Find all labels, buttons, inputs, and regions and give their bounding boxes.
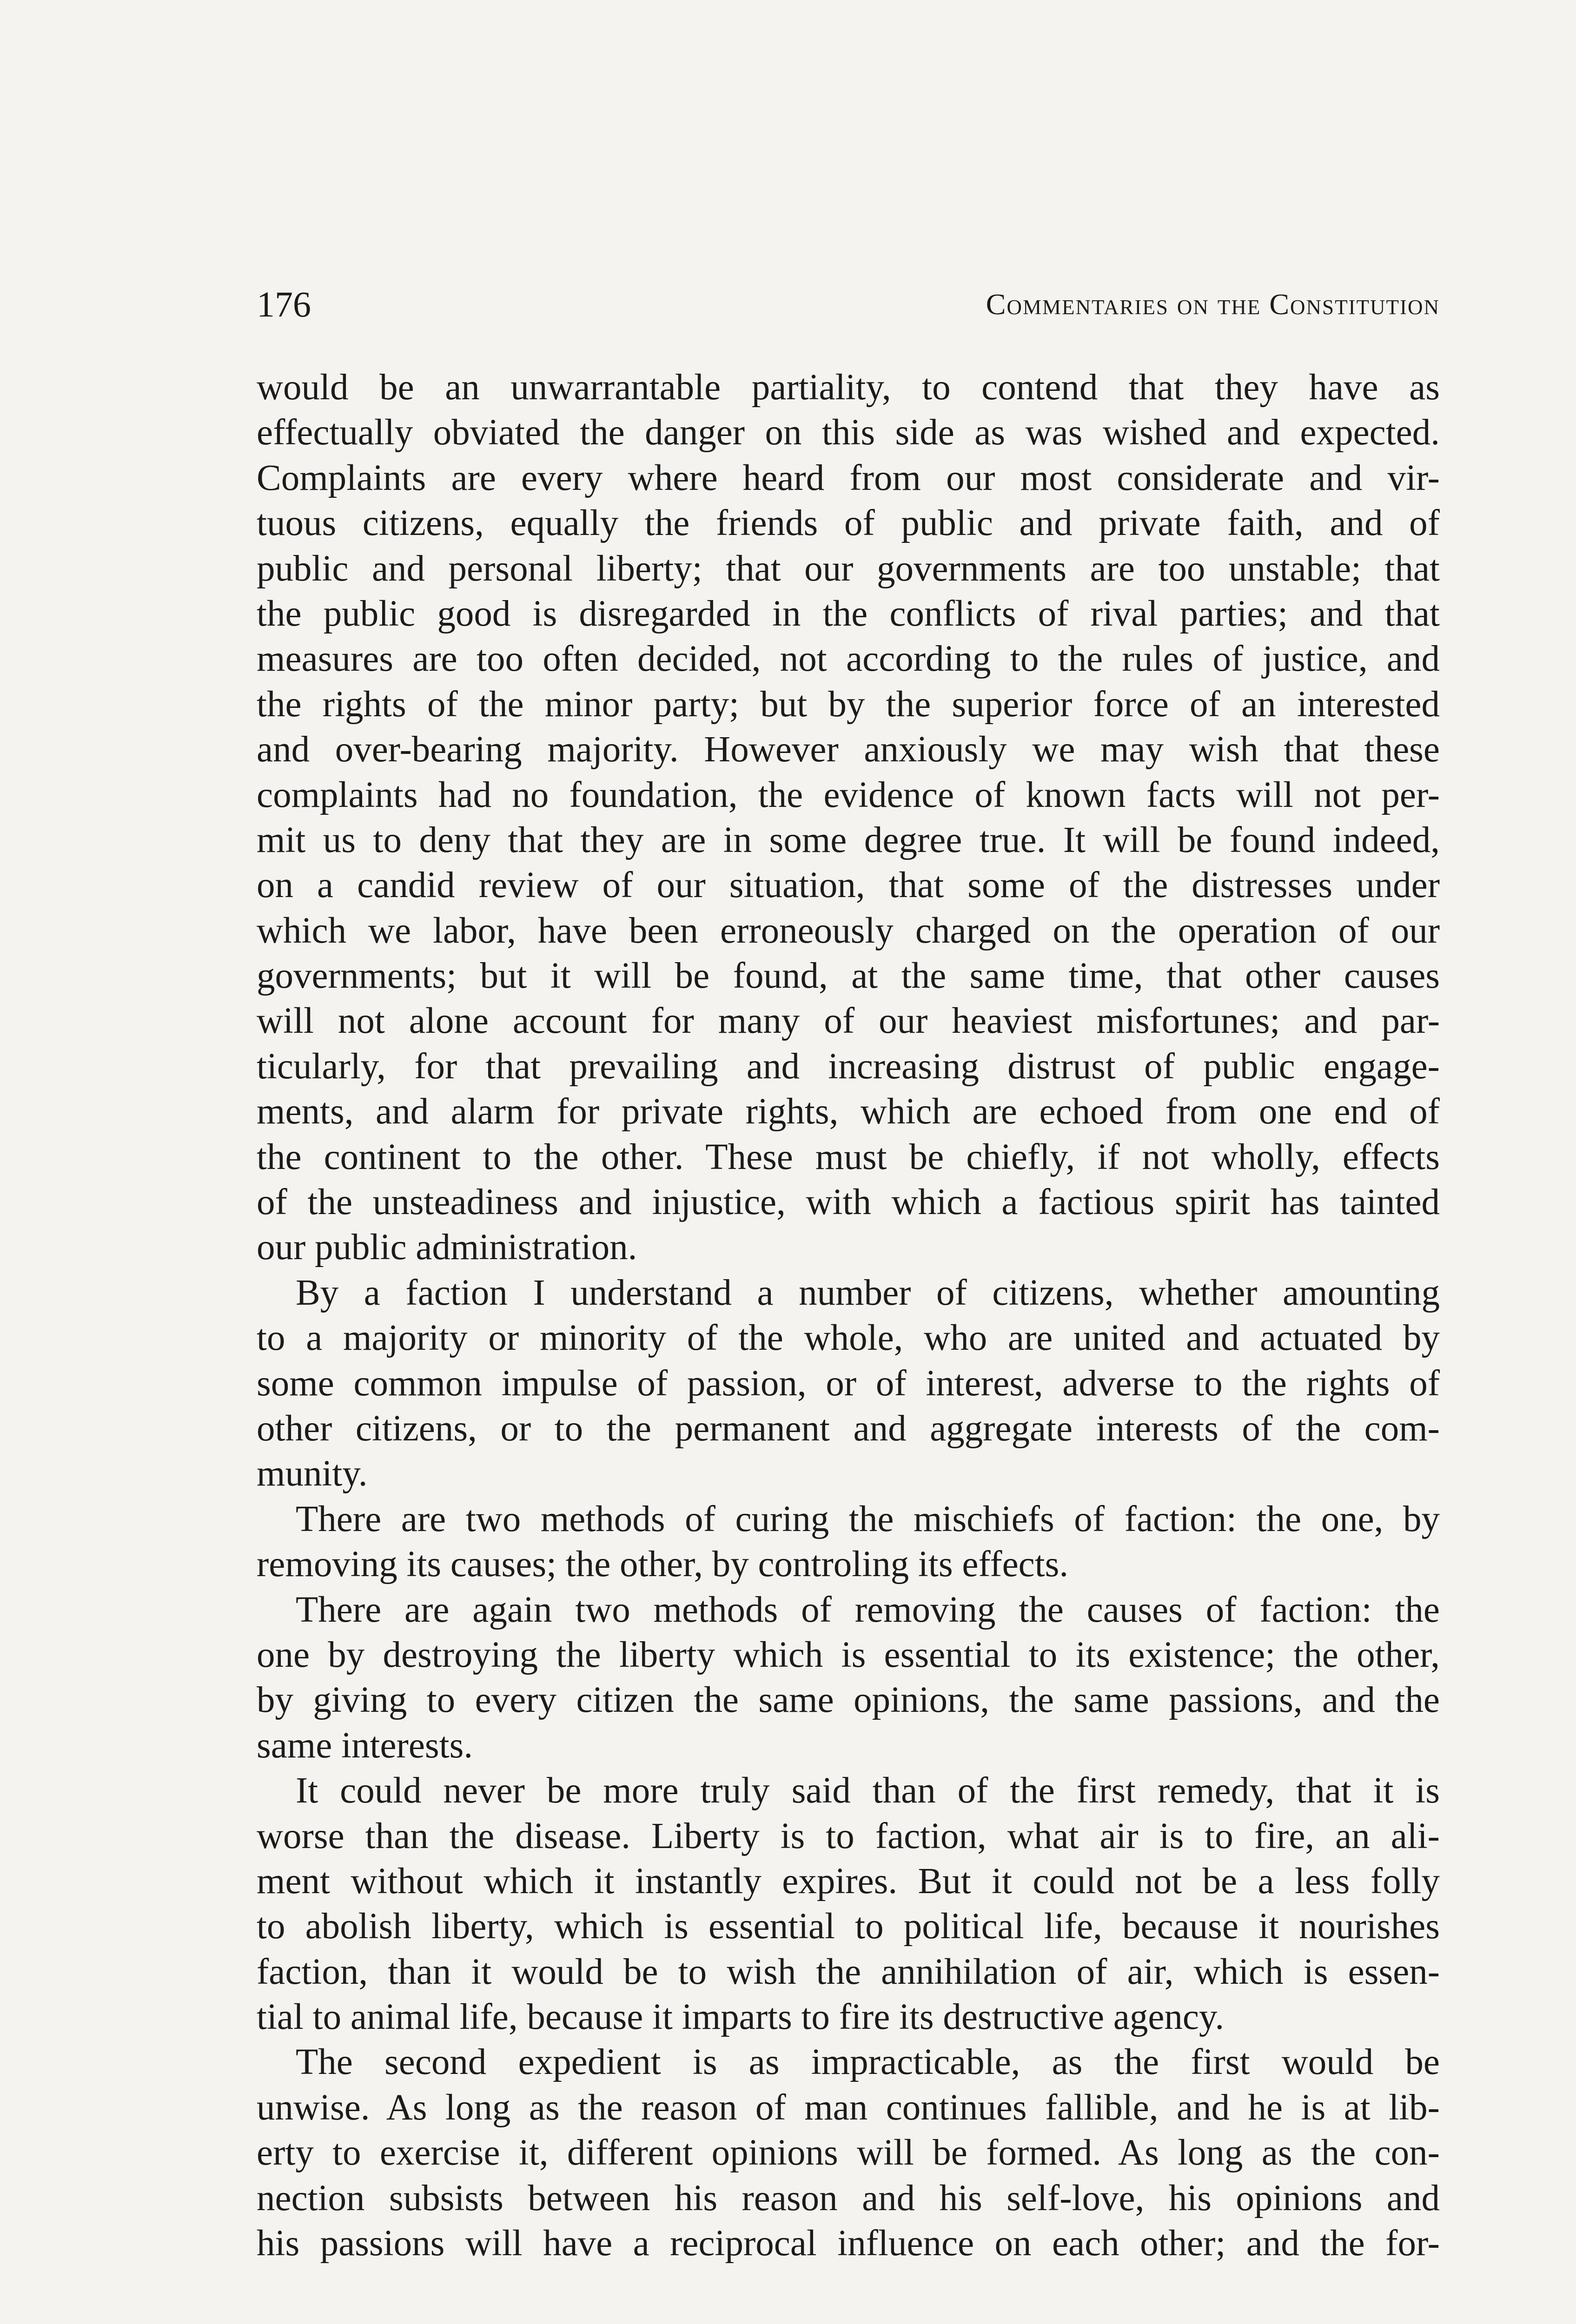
text-line: complaints had no foundation, the evidence of known facts will not per- <box>257 774 1440 815</box>
text-line: would be an unwarrantable partiality, to contend that they have as <box>257 367 1440 408</box>
text-line: on a candid review of our situation, that some of the distresses under <box>257 865 1440 906</box>
running-title: Commentaries on the Constitution <box>986 288 1440 321</box>
text-line: By a faction I understand a number of citizens, whether amounting <box>296 1272 1440 1313</box>
text-line: public and personal liberty; that our governments are too unstable; that <box>257 548 1440 589</box>
page-number: 176 <box>257 284 311 324</box>
text-line: other citizens, or to the permanent and aggregate interests of the com- <box>257 1408 1440 1449</box>
text-line: It could never be more truly said than of the first remedy, that it is <box>296 1770 1440 1811</box>
running-head <box>257 279 1440 330</box>
text-line: unwise. As long as the reason of man continues fallible, and he is at lib- <box>257 2087 1440 2128</box>
body-text <box>257 365 1440 2266</box>
text-line: one by destroying the liberty which is essential to its existence; the other, <box>257 1634 1440 1675</box>
text-line: There are again two methods of removing the causes of faction: the <box>296 1589 1440 1630</box>
text-line: will not alone account for many of our heaviest misfortunes; and par- <box>257 1001 1440 1042</box>
text-line: ments, and alarm for private rights, which are echoed from one end of <box>257 1091 1440 1132</box>
text-line: measures are too often decided, not according to the rules of justice, and <box>257 639 1440 680</box>
text-line: ticularly, for that prevailing and increasing distrust of public engage- <box>257 1046 1440 1087</box>
paragraph <box>257 1587 1440 1769</box>
text-line: the public good is disregarded in the conflicts of rival parties; and that <box>257 593 1440 634</box>
text-line: tial to animal life, because it imparts to fire its destructive agency. <box>257 1997 1225 2038</box>
text-line: erty to exercise it, different opinions will be formed. As long as the con- <box>257 2133 1440 2173</box>
text-line: The second expedient is as impracticable, as the first would be <box>296 2042 1440 2083</box>
paragraph <box>257 2040 1440 2266</box>
text-line: his passions will have a reciprocal influence on each other; and the for- <box>257 2223 1440 2264</box>
text-line: tuous citizens, equally the friends of public and private faith, and of <box>257 503 1440 544</box>
paragraph <box>257 1768 1440 2040</box>
paragraph <box>257 1497 1440 1587</box>
text-line: faction, than it would be to wish the annihilation of air, which is essen- <box>257 1951 1440 1992</box>
text-line: mit us to deny that they are in some degree true. It will be found indeed, <box>257 819 1440 860</box>
text-line: ment without which it instantly expires. But it could not be a less folly <box>257 1861 1440 1901</box>
paragraph <box>257 365 1440 1270</box>
text-line: and over-bearing majority. However anxiously we may wish that these <box>257 729 1440 770</box>
text-line: effectually obviated the danger on this side as was wished and expected. <box>257 412 1440 453</box>
paragraph <box>257 1270 1440 1497</box>
text-line: by giving to every citizen the same opinions, the same passions, and the <box>257 1680 1440 1721</box>
text-line: which we labor, have been erroneously charged on the operation of our <box>257 910 1440 951</box>
text-line: removing its causes; the other, by controling its effects. <box>257 1544 1069 1585</box>
text-line: nection subsists between his reason and his self-love, his opinions and <box>257 2178 1440 2218</box>
text-line: same interests. <box>257 1725 473 1766</box>
text-line: some common impulse of passion, or of interest, adverse to the rights of <box>257 1363 1440 1404</box>
text-line: our public administration. <box>257 1227 637 1268</box>
text-line: munity. <box>257 1453 368 1494</box>
text-line: Complaints are every where heard from our most considerate and vir- <box>257 457 1440 498</box>
text-line: the continent to the other. These must be chiefly, if not wholly, effects <box>257 1136 1440 1177</box>
text-line: to a majority or minority of the whole, who are united and actuated by <box>257 1318 1440 1359</box>
text-line: the rights of the minor party; but by the superior force of an interested <box>257 684 1440 725</box>
text-line: There are two methods of curing the mischiefs of faction: the one, by <box>296 1499 1440 1539</box>
text-line: governments; but it will be found, at the same time, that other causes <box>257 956 1440 997</box>
text-line: of the unsteadiness and injustice, with which a factious spirit has tainted <box>257 1182 1440 1223</box>
text-line: worse than the disease. Liberty is to faction, what air is to fire, an ali- <box>257 1816 1440 1856</box>
text-line: to abolish liberty, which is essential to political life, because it nourishes <box>257 1906 1440 1947</box>
